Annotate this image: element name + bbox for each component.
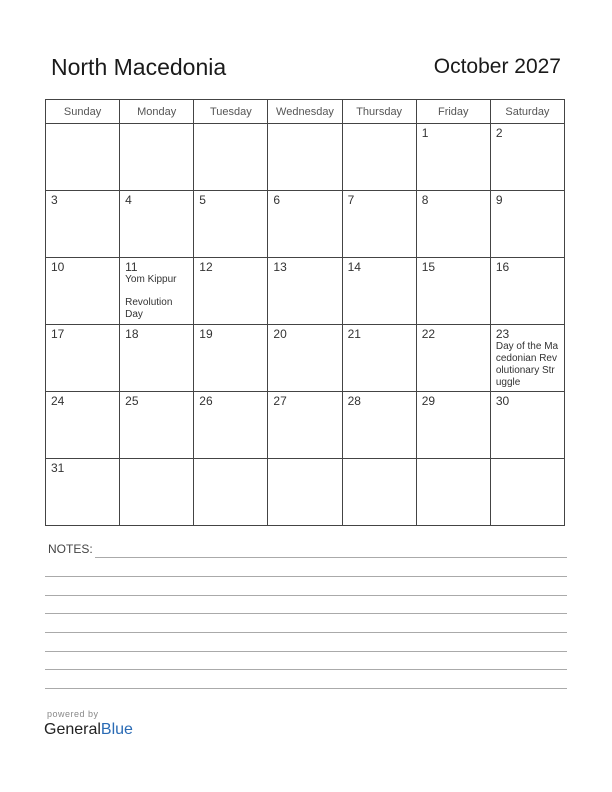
day-number: 12 xyxy=(199,260,213,274)
week-row xyxy=(46,124,565,191)
day-cell xyxy=(46,325,120,392)
holiday-label: Yom Kippur xyxy=(125,274,177,285)
day-cell xyxy=(416,191,490,258)
day-number: 18 xyxy=(125,327,139,341)
day-cell xyxy=(194,191,268,258)
day-cell xyxy=(194,325,268,392)
day-number: 26 xyxy=(199,394,213,408)
week-row xyxy=(46,392,565,459)
day-number: 14 xyxy=(347,260,361,274)
day-cell xyxy=(416,124,490,191)
day-number: 29 xyxy=(421,394,436,408)
day-cell xyxy=(342,124,416,191)
day-cell xyxy=(194,258,268,325)
day-cell xyxy=(416,258,490,325)
day-cell xyxy=(268,124,342,191)
day-number: 19 xyxy=(199,327,213,341)
day-number: 2 xyxy=(495,126,503,140)
day-number: 3 xyxy=(51,193,58,207)
week-row xyxy=(46,325,565,392)
day-number: 22 xyxy=(421,327,436,341)
day-number: 9 xyxy=(495,193,503,207)
day-number: 10 xyxy=(51,260,65,274)
day-number: 21 xyxy=(347,327,361,341)
day-cell xyxy=(268,459,342,526)
day-cell xyxy=(490,191,564,258)
generalblue-logo[interactable] xyxy=(44,721,133,739)
day-number: 23 xyxy=(495,327,510,341)
day-number: 8 xyxy=(421,193,429,207)
day-cell xyxy=(120,392,194,459)
day-cell xyxy=(416,325,490,392)
day-number: 11 xyxy=(125,260,138,274)
day-cell xyxy=(268,258,342,325)
day-number: 17 xyxy=(51,327,65,341)
day-number: 7 xyxy=(347,193,355,207)
holiday-label: Day of the Macedonian Revolutionary Struggle xyxy=(495,341,559,388)
notes-label: NOTES: xyxy=(48,542,93,556)
holiday-label: Revolution Day xyxy=(125,297,173,320)
week-row xyxy=(46,459,565,526)
day-cell xyxy=(490,124,564,191)
day-cell xyxy=(120,459,194,526)
day-number: 16 xyxy=(495,260,510,274)
day-cell xyxy=(46,392,120,459)
note-line xyxy=(45,576,567,577)
note-line xyxy=(45,632,567,633)
day-cell xyxy=(342,258,416,325)
day-cell xyxy=(416,392,490,459)
powered-by-text: powered by xyxy=(47,709,99,719)
day-number: 20 xyxy=(273,327,287,341)
day-number: 1 xyxy=(421,126,429,140)
day-number: 27 xyxy=(273,394,287,408)
day-cell xyxy=(342,191,416,258)
day-cell xyxy=(46,191,120,258)
brand-general: General xyxy=(44,721,101,738)
note-line xyxy=(45,651,567,652)
day-cell xyxy=(46,124,120,191)
day-number: 24 xyxy=(51,394,65,408)
weekday-header-row xyxy=(46,100,565,124)
note-line xyxy=(45,669,567,670)
weekday-header: Saturday xyxy=(490,100,564,124)
weekday-header: Wednesday xyxy=(268,100,342,124)
day-cell xyxy=(342,459,416,526)
note-line xyxy=(45,595,567,596)
weekday-header: Friday xyxy=(416,100,490,124)
day-cell xyxy=(342,325,416,392)
country-title: North Macedonia xyxy=(51,54,227,80)
day-number: 5 xyxy=(199,193,206,207)
day-cell xyxy=(342,392,416,459)
day-number: 25 xyxy=(125,394,139,408)
day-number: 28 xyxy=(347,394,361,408)
day-cell xyxy=(194,392,268,459)
day-cell xyxy=(120,325,194,392)
day-number: 13 xyxy=(273,260,287,274)
weekday-header: Thursday xyxy=(342,100,416,124)
day-cell xyxy=(194,459,268,526)
day-number: 6 xyxy=(273,193,281,207)
day-cell xyxy=(490,459,564,526)
day-cell xyxy=(268,191,342,258)
day-cell xyxy=(490,392,564,459)
day-cell xyxy=(194,124,268,191)
day-number: 30 xyxy=(495,394,510,408)
month-year-title: October 2027 xyxy=(433,55,561,78)
note-line xyxy=(45,688,567,689)
note-line xyxy=(95,557,567,558)
day-cell xyxy=(46,258,120,325)
weekday-header: Sunday xyxy=(46,100,120,124)
week-row xyxy=(46,191,565,258)
weekday-header: Monday xyxy=(120,100,194,124)
day-cell xyxy=(490,325,564,392)
day-cell xyxy=(120,258,194,325)
note-line xyxy=(45,613,567,614)
day-cell xyxy=(416,459,490,526)
day-cell xyxy=(46,459,120,526)
week-row xyxy=(46,258,565,325)
day-cell xyxy=(268,392,342,459)
day-number: 31 xyxy=(51,461,65,475)
weekday-header: Tuesday xyxy=(194,100,268,124)
day-number: 4 xyxy=(125,193,132,207)
day-cell xyxy=(120,124,194,191)
day-number: 15 xyxy=(421,260,436,274)
calendar-grid xyxy=(45,99,565,526)
day-cell xyxy=(268,325,342,392)
day-cell xyxy=(490,258,564,325)
day-cell xyxy=(120,191,194,258)
brand-blue: Blue xyxy=(100,721,133,738)
